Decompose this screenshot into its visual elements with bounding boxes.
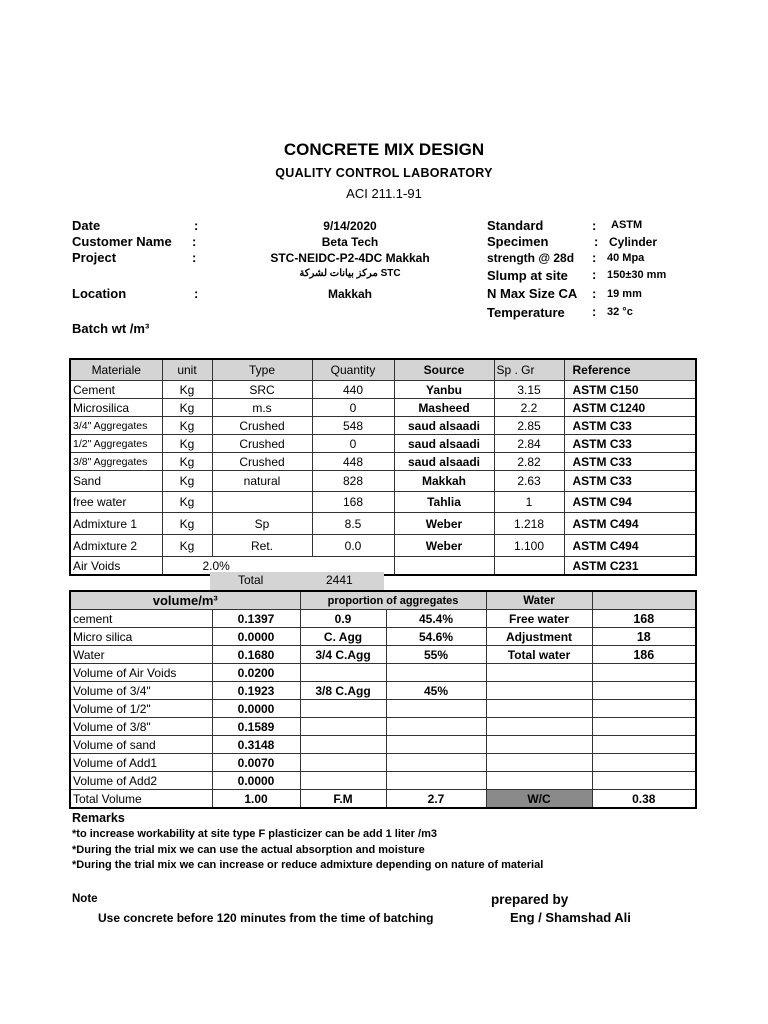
- water-key: Total water: [486, 646, 592, 664]
- material-type: Crushed: [212, 417, 312, 435]
- proportion-key: [300, 754, 386, 772]
- wc-label: W/C: [486, 790, 592, 809]
- volume-label: Micro silica: [70, 628, 212, 646]
- temperature-label: Temperature: [487, 305, 565, 320]
- proportion-value: [386, 754, 486, 772]
- material-reference: ASTM C94: [564, 492, 696, 513]
- volume-header-row: [70, 591, 696, 610]
- material-name: 1/2" Aggregates: [70, 435, 162, 453]
- header-quantity: Quantity: [312, 359, 394, 381]
- material-spgr: 3.15: [494, 381, 564, 399]
- material-source: saud alsaadi: [394, 453, 494, 471]
- note-label: Note: [72, 893, 98, 905]
- water-value: [592, 700, 696, 718]
- material-reference: ASTM C33: [564, 417, 696, 435]
- table-row: [70, 513, 696, 535]
- material-name: Admixture 1: [70, 513, 162, 535]
- volume-value: 0.1923: [212, 682, 300, 700]
- date-label: Date: [72, 218, 101, 233]
- volume-label: Volume of Air Voids: [70, 664, 212, 682]
- total-volume-value: 1.00: [212, 790, 300, 809]
- material-unit: Kg: [162, 535, 212, 557]
- specimen-colon: :: [594, 234, 599, 249]
- empty-cell: [592, 591, 696, 610]
- volume-label: Volume of Add2: [70, 772, 212, 790]
- material-name: Admixture 2: [70, 535, 162, 557]
- total-volume-label: Total Volume: [70, 790, 212, 809]
- material-name: 3/8" Aggregates: [70, 453, 162, 471]
- header-reference: Reference: [564, 359, 696, 381]
- material-unit: Kg: [162, 417, 212, 435]
- table-row: [70, 646, 696, 664]
- material-source: Yanbu: [394, 381, 494, 399]
- proportion-value: 45.4%: [386, 610, 486, 628]
- table-row: [70, 435, 696, 453]
- material-reference: ASTM C1240: [564, 399, 696, 417]
- volume-value: 0.0070: [212, 754, 300, 772]
- volume-value: 0.0000: [212, 628, 300, 646]
- water-value: [592, 664, 696, 682]
- project-arabic: مركز بيانات لشركة STC: [299, 268, 401, 279]
- material-unit: Kg: [162, 471, 212, 492]
- water-header: Water: [486, 591, 592, 610]
- materials-header-row: [70, 359, 696, 381]
- standard-label: Standard: [487, 218, 544, 233]
- water-value: 186: [592, 646, 696, 664]
- material-name: 3/4" Aggregates: [70, 417, 162, 435]
- standard-value: ASTM: [611, 219, 643, 231]
- total-volume-row: [70, 790, 696, 809]
- material-type: Crushed: [212, 435, 312, 453]
- material-name: Cement: [70, 381, 162, 399]
- water-key: [486, 682, 592, 700]
- table-row: [70, 736, 696, 754]
- slump-label: Slump at site: [487, 268, 568, 283]
- proportion-key: [300, 664, 386, 682]
- material-spgr: 1.100: [494, 535, 564, 557]
- table-row: [70, 417, 696, 435]
- header-type: Type: [212, 359, 312, 381]
- material-quantity: 8.5: [312, 513, 394, 535]
- remark-line: *During the trial mix we can use the actual absorption and moisture: [72, 844, 425, 856]
- volume-label: Volume of 1/2": [70, 700, 212, 718]
- material-reference: ASTM C33: [564, 435, 696, 453]
- strength-colon: :: [592, 250, 597, 265]
- proportion-value: 45%: [386, 682, 486, 700]
- total-label: Total: [238, 573, 264, 587]
- volume-label: Volume of sand: [70, 736, 212, 754]
- prepared-name: Eng / Shamshad Ali: [510, 910, 631, 925]
- volume-label: Volume of Add1: [70, 754, 212, 772]
- project-value: STC-NEIDC-P2-4DC Makkah: [270, 251, 430, 265]
- temperature-value: 32 °c: [607, 306, 633, 318]
- material-spgr: 2.2: [494, 399, 564, 417]
- location-colon: :: [194, 286, 199, 301]
- volume-value: 0.0200: [212, 664, 300, 682]
- table-row: [70, 492, 696, 513]
- material-reference: ASTM C494: [564, 513, 696, 535]
- water-key: [486, 718, 592, 736]
- water-value: [592, 718, 696, 736]
- customer-label: Customer Name: [72, 234, 172, 249]
- material-source: Weber: [394, 513, 494, 535]
- proportion-key: C. Agg: [300, 628, 386, 646]
- project-label: Project: [72, 250, 117, 265]
- strength-value: 40 Mpa: [607, 252, 645, 264]
- table-row: [70, 610, 696, 628]
- material-unit: Kg: [162, 453, 212, 471]
- slump-value: 150±30 mm: [607, 269, 667, 281]
- material-source: Makkah: [394, 471, 494, 492]
- material-reference: ASTM C33: [564, 453, 696, 471]
- materials-table: [69, 358, 697, 576]
- material-type: Crushed: [212, 453, 312, 471]
- header-unit: unit: [162, 359, 212, 381]
- proportion-value: [386, 700, 486, 718]
- table-row: [70, 754, 696, 772]
- material-type: Ret.: [212, 535, 312, 557]
- air-voids-label: Air Voids: [70, 557, 162, 576]
- material-reference: ASTM C494: [564, 535, 696, 557]
- proportion-key: 3/8 C.Agg: [300, 682, 386, 700]
- volume-header: volume/m³: [70, 591, 300, 610]
- page-title: CONCRETE MIX DESIGN: [283, 140, 485, 159]
- material-source: saud alsaadi: [394, 435, 494, 453]
- material-type: m.s: [212, 399, 312, 417]
- water-value: [592, 736, 696, 754]
- project-colon: :: [192, 250, 197, 265]
- proportion-header: proportion of aggregates: [300, 591, 486, 610]
- material-unit: Kg: [162, 399, 212, 417]
- empty-cell: [394, 557, 494, 576]
- customer-value: Beta Tech: [321, 235, 379, 249]
- material-quantity: 828: [312, 471, 394, 492]
- material-quantity: 0: [312, 399, 394, 417]
- total-value: 2441: [326, 573, 353, 587]
- header-source: Source: [394, 359, 494, 381]
- volume-value: 0.1680: [212, 646, 300, 664]
- wc-value: 0.38: [592, 790, 696, 809]
- specimen-label: Specimen: [487, 234, 549, 249]
- material-spgr: 2.84: [494, 435, 564, 453]
- table-row: [70, 471, 696, 492]
- fm-value: 2.7: [386, 790, 486, 809]
- material-type: Sp: [212, 513, 312, 535]
- water-key: [486, 772, 592, 790]
- volume-value: 0.0000: [212, 700, 300, 718]
- slump-colon: :: [592, 267, 597, 282]
- material-reference: ASTM C150: [564, 381, 696, 399]
- header-material: Materiale: [70, 359, 162, 381]
- empty-cell: [494, 557, 564, 576]
- material-name: Microsilica: [70, 399, 162, 417]
- total-row: [210, 572, 384, 590]
- prepared-label: prepared by: [491, 892, 569, 907]
- volume-label: cement: [70, 610, 212, 628]
- table-row: [70, 399, 696, 417]
- material-quantity: 548: [312, 417, 394, 435]
- material-type: [212, 492, 312, 513]
- water-value: [592, 772, 696, 790]
- water-key: [486, 664, 592, 682]
- water-key: Adjustment: [486, 628, 592, 646]
- water-value: 168: [592, 610, 696, 628]
- material-spgr: 1.218: [494, 513, 564, 535]
- water-key: Free water: [486, 610, 592, 628]
- standard-reference: ACI 211.1-91: [346, 186, 422, 201]
- date-value: 9/14/2020: [323, 219, 377, 233]
- proportion-key: 3/4 C.Agg: [300, 646, 386, 664]
- proportion-value: 54.6%: [386, 628, 486, 646]
- material-source: Masheed: [394, 399, 494, 417]
- remark-line: *to increase workability at site type F plasticizer can be add 1 liter /m3: [72, 828, 437, 840]
- remark-line: *During the trial mix we can increase or reduce admixture depending on nature of material: [72, 859, 544, 871]
- volume-value: 0.3148: [212, 736, 300, 754]
- volume-value: 0.0000: [212, 772, 300, 790]
- max-size-value: 19 mm: [607, 288, 642, 300]
- customer-colon: :: [192, 234, 197, 249]
- proportion-key: [300, 736, 386, 754]
- volume-table: [69, 590, 697, 809]
- fm-label: F.M: [300, 790, 386, 809]
- proportion-value: [386, 718, 486, 736]
- max-size-colon: :: [592, 286, 597, 301]
- table-row: [70, 682, 696, 700]
- material-quantity: 0: [312, 435, 394, 453]
- material-quantity: 448: [312, 453, 394, 471]
- volume-label: Water: [70, 646, 212, 664]
- table-row: [70, 718, 696, 736]
- material-spgr: 1: [494, 492, 564, 513]
- material-name: Sand: [70, 471, 162, 492]
- proportion-value: [386, 664, 486, 682]
- material-name: free water: [70, 492, 162, 513]
- proportion-value: [386, 736, 486, 754]
- material-spgr: 2.85: [494, 417, 564, 435]
- water-value: [592, 682, 696, 700]
- table-row: [70, 453, 696, 471]
- note-text: Use concrete before 120 minutes from the time of batching: [98, 911, 434, 925]
- table-row: [70, 381, 696, 399]
- proportion-key: [300, 718, 386, 736]
- water-value: 18: [592, 628, 696, 646]
- location-value: Makkah: [327, 287, 373, 301]
- specimen-value: Cylinder: [609, 235, 658, 249]
- material-spgr: 2.63: [494, 471, 564, 492]
- material-spgr: 2.82: [494, 453, 564, 471]
- table-row: [70, 628, 696, 646]
- temperature-colon: :: [592, 304, 597, 319]
- table-row: [70, 664, 696, 682]
- volume-value: 0.1589: [212, 718, 300, 736]
- material-quantity: 0.0: [312, 535, 394, 557]
- air-voids-value: 2.0%: [162, 557, 394, 576]
- water-key: [486, 700, 592, 718]
- date-colon: :: [194, 218, 199, 233]
- material-unit: Kg: [162, 381, 212, 399]
- volume-label: Volume of 3/4": [70, 682, 212, 700]
- page-subtitle: QUALITY CONTROL LABORATORY: [275, 166, 493, 180]
- material-type: SRC: [212, 381, 312, 399]
- material-unit: Kg: [162, 492, 212, 513]
- proportion-key: 0.9: [300, 610, 386, 628]
- table-row: [70, 700, 696, 718]
- material-unit: Kg: [162, 435, 212, 453]
- volume-value: 0.1397: [212, 610, 300, 628]
- table-row: [70, 772, 696, 790]
- material-unit: Kg: [162, 513, 212, 535]
- water-key: [486, 754, 592, 772]
- material-source: saud alsaadi: [394, 417, 494, 435]
- material-quantity: 440: [312, 381, 394, 399]
- material-quantity: 168: [312, 492, 394, 513]
- remarks-title: Remarks: [72, 811, 125, 825]
- volume-label: Volume of 3/8": [70, 718, 212, 736]
- material-reference: ASTM C33: [564, 471, 696, 492]
- proportion-value: [386, 772, 486, 790]
- standard-colon: :: [592, 218, 597, 233]
- air-voids-reference: ASTM C231: [564, 557, 696, 576]
- water-value: [592, 754, 696, 772]
- strength-label: strength @ 28d: [487, 251, 575, 265]
- max-size-label: N Max Size CA: [487, 286, 578, 301]
- batch-label: Batch wt /m³: [72, 321, 150, 336]
- location-label: Location: [72, 286, 127, 301]
- header-spgr: Sp . Gr: [494, 359, 564, 381]
- table-row: [70, 535, 696, 557]
- material-type: natural: [212, 471, 312, 492]
- proportion-key: [300, 700, 386, 718]
- water-key: [486, 736, 592, 754]
- proportion-key: [300, 772, 386, 790]
- material-source: Tahlia: [394, 492, 494, 513]
- material-source: Weber: [394, 535, 494, 557]
- proportion-value: 55%: [386, 646, 486, 664]
